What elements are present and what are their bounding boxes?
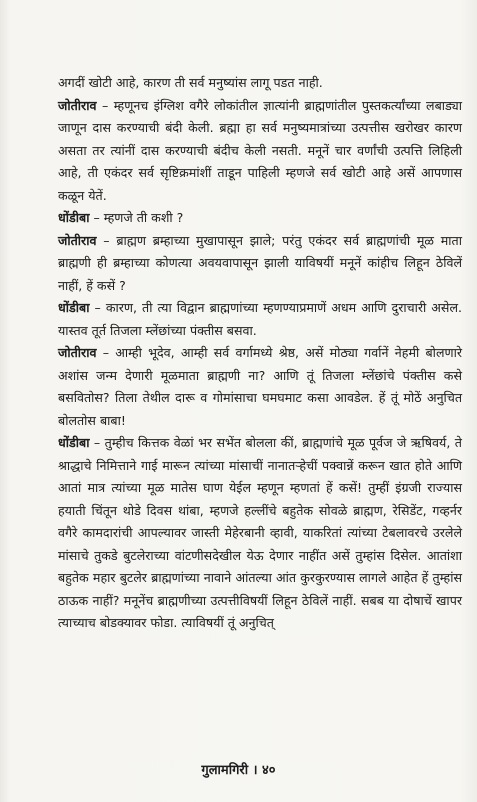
paragraph-6 [58,342,462,432]
speaker-name: जोतीराव [58,97,97,113]
paragraph-text: अगदीं खोटी आहे, कारण ती सर्व मनुष्यांस लागू पडत नाही. [58,75,323,90]
speaker-name: जोतीराव [58,345,97,360]
paragraph-text: – तुम्हीच कित्तक वेळां भर सभेंत बोलला कीं, ब्राह्मणांचे मूळ पूर्वज जे ऋषिवर्य, ते श्राद्धाचे निमित्ताने गाई मारून त्यांच्या मांसाचीं नानातऱ्हेचीं पक्वान्नें करून खात होते आणि आतां मात्र त्यांच्या मूळ मातेस घाण येईल म्हणून म्हणतां हें कसें! तुम्हीं इंग्रजी राज्यास हयाती चिंतून थोडे दिवस थांबा, म्हणजे हल्लींचे बहुतेक सोवळे ब्राह्मण, रेसिडेंट, गव्हर्नर वगैरे कामदारांची आपल्यावर जास्ती मेहेरबानी व्हावी, याकरितां त्यांच्या टेबलावरचे उरलेले मांसाचे तुकडे बुटलेराच्या वांटणीसदेखील येऊ देणार नाहींत असें तुम्हांस दिसेल. आतांशा बहुतेक महार बुटलेर ब्राह्मणांच्या नावाने आंतल्या आंत कुरकुरण्यास लागले आहेत हें तुम्हांस ठाऊक नाहीं? मनूनेंच ब्राह्मणीच्या उत्पत्तीविषयीं लिहून ठेविलें नाहीं. सबब या दोषाचें खापर त्याच्याच बोडक्यावर फोडा. त्याविषयीं तूं अनुचित् [58,435,462,630]
paragraph-7 [58,432,462,635]
paragraph-text: – म्हणजे ती कशी ? [89,210,184,225]
page-body [58,72,462,635]
paragraph-text: – म्हणूनच इंग्लिश वगैरे लोकांतील ज्ञात्यांनी ब्राह्मणांतील पुस्तकर्त्यांच्या लबाड्या जाणून दास करण्याची बंदी केली. ब्रह्मा हा सर्व मनुष्यमात्रांच्या उत्पत्तीस खरोखर कारण असता तर त्यांनीं दास करण्याची बंदीच केली नसती. मनूनें चार वर्णांची उत्पत्ति लिहिली आहे, ती एकंदर सर्व सृष्टिक्रमांशीं ताडून पाहिली म्हणजे सर्व खोटी आहे असें आपणास कळून येतें. [58,97,462,203]
paragraph-4 [58,230,462,298]
speaker-name: धोंडीबा [58,300,90,315]
paragraph-3 [58,207,462,230]
paragraph-text: – कारण, ती त्या विद्वान ब्राह्मणांच्या म्हणण्याप्रमाणें अधम आणि दुराचारी असेल. यास्तव तूर्त तिजला म्लेंछांच्या पंक्तीस बसवा. [58,300,462,338]
speaker-name: जोतीराव [58,232,97,248]
speaker-name: धोंडीबा [58,210,90,225]
paragraph-text: – आम्ही भूदेव, आम्ही सर्व वर्गामध्ये श्रेष्ठ, असें मोठ्या गर्वानें नेहमी बोलणारे अशांस जन्म देणारी मूळमाता ब्राह्मणी ना? आणि तूं तिजला म्लेंछांचे पंक्तीस कसे बसवितोस? तिला तेथील दारू व गोमांसाचा घमघमाट कसा आवडेल. हें तूं मोठें अनुचित बोलतोस बाबा! [58,345,462,428]
page-footer: गुलामगिरी । ४० [201,763,276,778]
speaker-name: धोंडीबा [58,435,90,450]
paragraph-text: – ब्राह्मण ब्रम्हाच्या मुखापासून झाले; परंतु एकंदर सर्व ब्राह्मणांची मूळ माता ब्राह्मणी ही ब्रम्हाच्या कोणत्या अवयवापासून झाली याविषयीं मनूनें कांहीच लिहून ठेविलें नाहीं, हें कसें ? [58,232,462,293]
paragraph-2 [58,95,462,208]
paragraph-5 [58,297,462,342]
paragraph-1 [58,72,462,95]
